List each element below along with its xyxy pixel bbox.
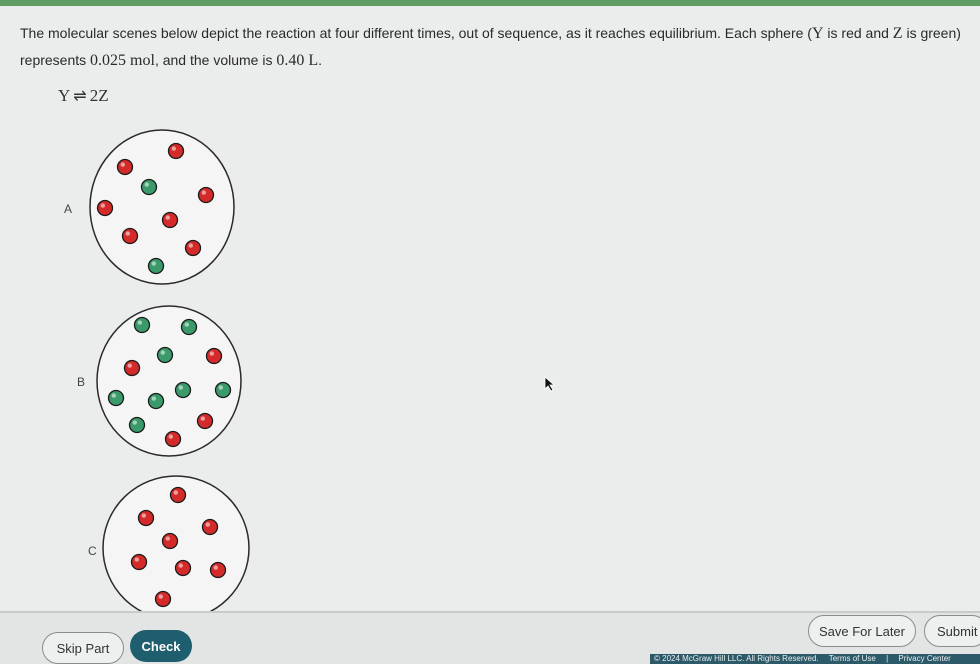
z-symbol: Z: [892, 25, 903, 42]
check-button[interactable]: Check: [130, 630, 192, 662]
scene-a-label: A: [64, 202, 73, 216]
y-sphere-red: [203, 520, 218, 535]
y-sphere-red: [156, 592, 171, 607]
sphere-highlight: [142, 513, 146, 517]
save-for-later-button[interactable]: Save For Later: [808, 615, 916, 647]
prompt-text: The molecular scenes below depict the reaction at four different times, out of sequence, as it reaches equilibrium. Each sphere (: [20, 25, 812, 41]
sphere-highlight: [135, 557, 139, 561]
privacy-center-link[interactable]: Privacy Center: [898, 654, 951, 663]
prompt-text: , and the volume is: [154, 52, 277, 68]
y-symbol: Y: [811, 25, 824, 42]
terms-of-use-link[interactable]: Terms of Use: [828, 654, 876, 663]
sphere-highlight: [159, 594, 163, 598]
sphere-highlight: [206, 522, 210, 526]
equation-product: 2Z: [89, 86, 109, 105]
equilibrium-arrow-icon: ⇌: [73, 88, 87, 105]
sphere-highlight: [214, 565, 218, 569]
volume-value: 0.40 L: [276, 52, 319, 69]
y-sphere-red: [132, 555, 147, 570]
sphere-highlight: [174, 490, 178, 494]
footer-toolbar: [0, 613, 980, 664]
y-sphere-red: [139, 511, 154, 526]
y-sphere-red: [171, 488, 186, 503]
y-sphere-red: [211, 563, 226, 578]
y-sphere-red: [163, 534, 178, 549]
scene-b-label: B: [77, 375, 86, 389]
y-sphere-red: [176, 561, 191, 576]
mouse-pointer-icon: [544, 376, 556, 392]
copyright-text: © 2024 McGraw Hill LLC. All Rights Reserved.: [654, 654, 819, 663]
copyright-bar: [650, 654, 980, 664]
prompt-text: represents: [20, 52, 91, 68]
skip-part-button[interactable]: Skip Part: [42, 632, 124, 664]
footer-separator: |: [886, 654, 889, 663]
scene-c-label: C: [88, 544, 97, 558]
prompt-text: is green): [902, 25, 961, 41]
sphere-highlight: [166, 536, 170, 540]
sphere-highlight: [179, 563, 183, 567]
prompt-text: .: [318, 52, 323, 68]
prompt-text: is red and: [823, 25, 893, 41]
submit-button[interactable]: Submit: [924, 615, 980, 647]
mol-value: 0.025 mol: [90, 52, 155, 69]
equation-reactant: Y: [58, 86, 71, 105]
